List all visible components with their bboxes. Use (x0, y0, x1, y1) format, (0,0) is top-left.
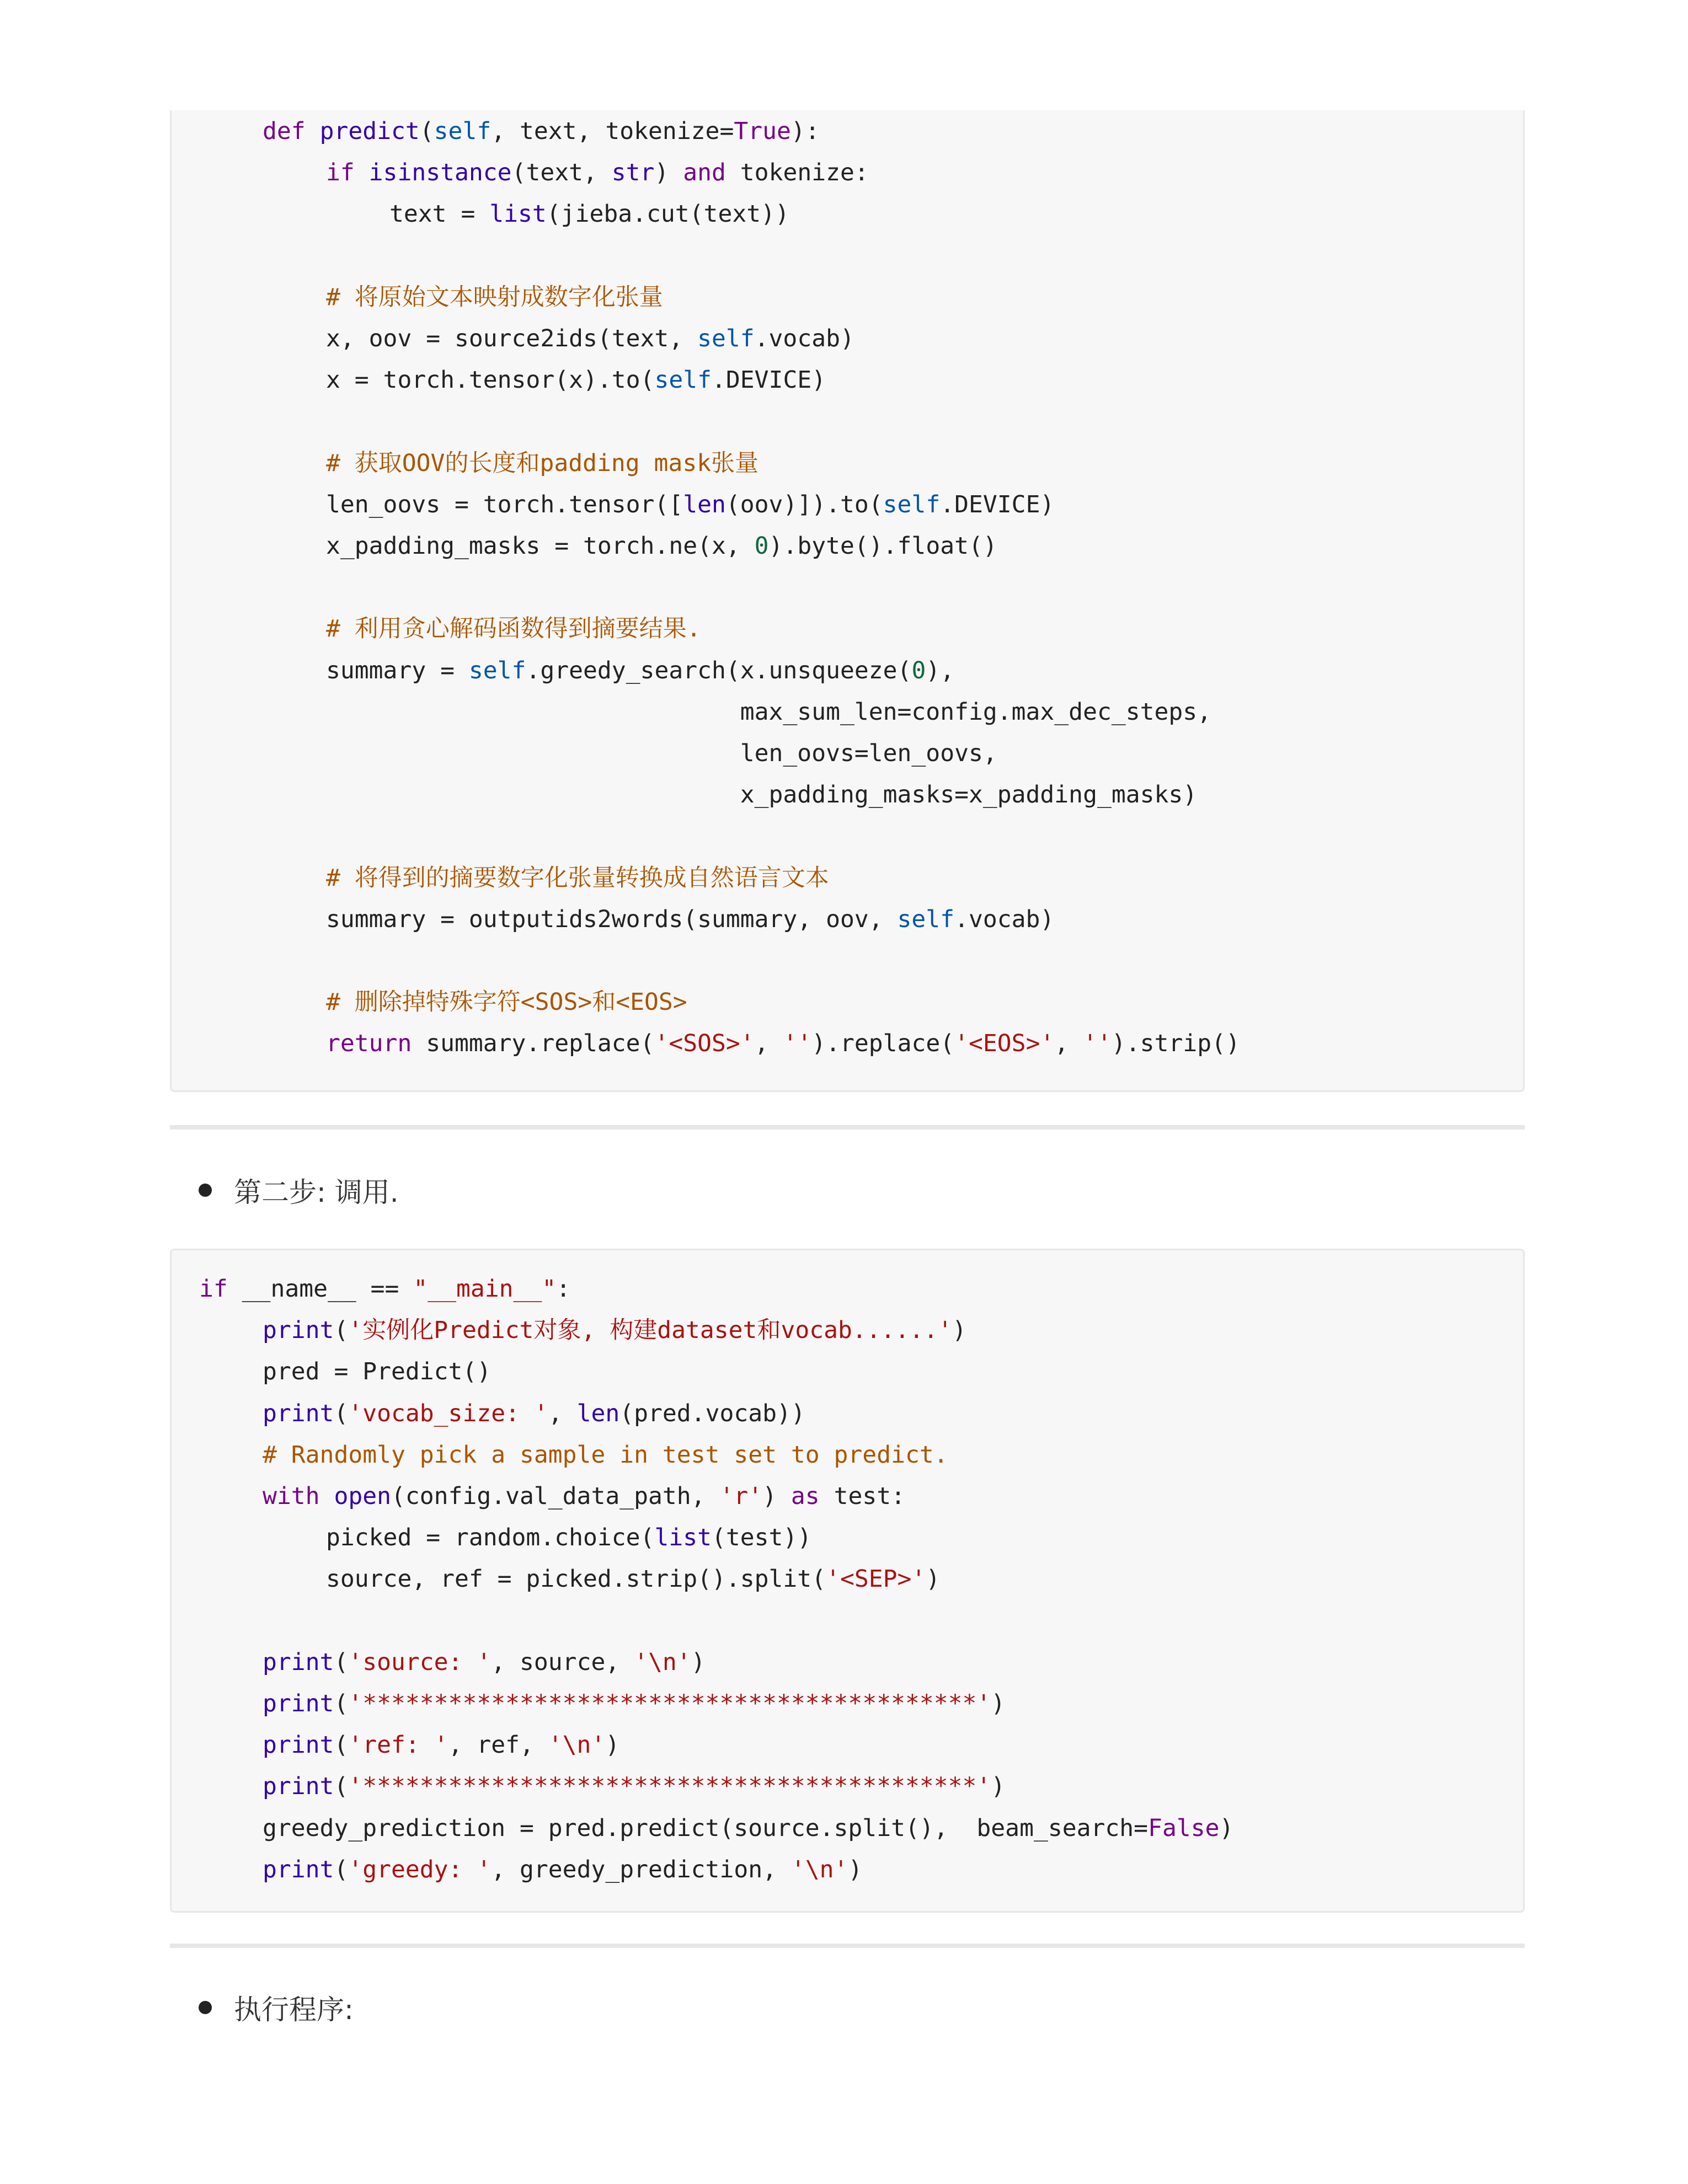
code-block-main-call (170, 1249, 1525, 1913)
code-token: return (326, 1030, 412, 1058)
code-token: .DEVICE) (712, 366, 826, 394)
code-token: , text, tokenize= (491, 117, 734, 145)
code-token: ) (991, 1773, 1006, 1801)
code-token (320, 1482, 334, 1510)
code-line (199, 488, 1054, 521)
code-token: ) (926, 1565, 941, 1593)
code-token: .DEVICE) (940, 490, 1055, 518)
code-token: 'greedy: ' (348, 1855, 492, 1883)
code-token: len_oovs = torch.tensor([ (326, 490, 683, 518)
code-token: summary.replace( (412, 1030, 655, 1058)
code-token: self (654, 366, 712, 394)
code-token: , (1054, 1030, 1083, 1058)
code-token: 'ref: ' (348, 1731, 448, 1759)
code-token: and (683, 159, 726, 187)
code-token: ( (334, 1773, 349, 1801)
code-token: print (263, 1690, 334, 1717)
code-token: ) (1219, 1814, 1234, 1842)
code-line (199, 778, 1197, 811)
code-line (199, 903, 1054, 936)
code-token: (text, (511, 159, 612, 187)
code-token: (pred.vocab)) (619, 1399, 805, 1427)
code-line (199, 1728, 619, 1762)
code-token: # 利用贪心解码函数得到摘要结果. (326, 615, 701, 643)
code-token: '' (783, 1030, 812, 1058)
code-token: open (334, 1482, 392, 1510)
code-token: list (654, 1524, 712, 1552)
code-token: ) (605, 1731, 620, 1759)
run-program-label: 执行程序: (234, 1994, 354, 2026)
code-token: '\n' (634, 1648, 691, 1676)
code-token: print (263, 1731, 334, 1759)
code-token: ( (334, 1690, 349, 1717)
code-token: ( (419, 117, 434, 145)
code-token: ).replace( (811, 1030, 955, 1058)
code-token: "__main__" (413, 1275, 557, 1303)
code-token: x = torch.tensor(x).to( (326, 366, 655, 394)
code-token: ) (991, 1690, 1006, 1717)
code-line (199, 1027, 1240, 1060)
code-token: 'source: ' (348, 1648, 492, 1676)
horizontal-rule (170, 1125, 1525, 1130)
code-line (199, 156, 869, 189)
code-token: def (263, 117, 306, 145)
code-token: pred = Predict() (263, 1358, 492, 1386)
code-token: self (883, 490, 941, 518)
code-token: '实例化Predict对象, 构建dataset和vocab......' (348, 1316, 953, 1345)
code-line (199, 1272, 570, 1305)
code-line (199, 1646, 706, 1679)
code-line (199, 322, 854, 355)
code-line (199, 1687, 1005, 1720)
code-token: 0 (911, 656, 926, 684)
code-token: 'r' (719, 1482, 763, 1510)
code-token: # 将原始文本映射成数字化张量 (326, 283, 663, 311)
code-token: # 删除掉特殊字符<SOS>和<EOS> (326, 988, 687, 1016)
code-token: .vocab) (954, 905, 1055, 933)
code-token: ) (952, 1316, 966, 1345)
code-token: print (263, 1399, 334, 1427)
code-token: if (326, 159, 355, 187)
code-line (199, 1397, 805, 1430)
code-token: self (697, 325, 755, 352)
code-token: self (897, 905, 955, 933)
code-token: (jieba.cut(text)) (546, 200, 789, 228)
code-token: source, ref = picked.strip().split( (326, 1565, 826, 1593)
code-line (199, 861, 829, 895)
code-token: ) (691, 1648, 706, 1676)
bullet-dot-icon (199, 2001, 212, 2014)
code-token: '' (1083, 1030, 1112, 1058)
code-token: '\n' (548, 1731, 606, 1759)
code-line (199, 1314, 966, 1347)
code-token: test: (819, 1482, 906, 1510)
bullet-run-program (199, 1985, 354, 2030)
code-token: # Randomly pick a sample in test set to predict. (263, 1441, 948, 1469)
code-line (199, 612, 701, 645)
code-line (199, 447, 758, 480)
code-token: len (683, 490, 726, 518)
code-token (355, 159, 369, 186)
code-token: '<SOS>' (654, 1030, 755, 1058)
step-two-label: 第二步: 调用. (234, 1176, 399, 1208)
code-token: ): (790, 117, 820, 145)
code-token: max_sum_len=config.max_dec_steps, (326, 698, 1212, 726)
code-line (199, 654, 954, 687)
code-token: '*******************************************' (348, 1773, 991, 1801)
code-token: ( (334, 1316, 349, 1345)
code-token: 0 (754, 532, 769, 560)
code-token: ( (334, 1731, 349, 1759)
code-line (199, 1812, 1233, 1845)
code-token: '*******************************************' (348, 1690, 991, 1717)
code-token: ( (334, 1855, 349, 1883)
code-token: x_padding_masks = torch.ne(x, (326, 532, 755, 560)
code-token: .greedy_search(x.unsqueeze( (526, 656, 912, 684)
code-token: greedy_prediction = pred.predict(source.split(), beam_search= (263, 1814, 1149, 1842)
code-token: # 获取OOV的长度和padding mask张量 (326, 449, 759, 477)
code-token: tokenize: (725, 159, 869, 187)
code-token: text = (389, 200, 490, 228)
horizontal-rule (170, 1944, 1525, 1948)
code-line (199, 1355, 491, 1388)
code-token: ) (654, 159, 683, 187)
code-token: str (611, 159, 655, 187)
code-token: .vocab) (754, 325, 854, 352)
code-line (199, 1562, 940, 1596)
code-token: summary = (326, 656, 469, 684)
code-token: , source, (491, 1648, 634, 1676)
code-line (199, 115, 820, 148)
code-token: self (468, 656, 526, 684)
code-line (199, 1438, 948, 1471)
code-token: if (199, 1275, 228, 1303)
code-token: ( (334, 1399, 349, 1427)
code-token: isinstance (368, 159, 512, 187)
code-line (199, 737, 997, 770)
code-token: '\n' (790, 1855, 848, 1883)
code-token: (oov)]).to( (725, 490, 883, 518)
code-token: # 将得到的摘要数字化张量转换成自然语言文本 (326, 864, 829, 892)
code-token: ).strip() (1111, 1030, 1240, 1058)
code-token: print (263, 1773, 334, 1801)
code-token: : (556, 1275, 571, 1303)
bullet-step-two (199, 1168, 399, 1212)
code-token: (config.val_data_path, (391, 1482, 720, 1510)
code-line (199, 529, 997, 563)
bullet-dot-icon (199, 1184, 212, 1197)
code-token: x_padding_masks=x_padding_masks) (326, 781, 1198, 809)
code-token (306, 117, 320, 145)
code-line (199, 695, 1211, 729)
code-token: ) (848, 1855, 863, 1883)
code-token: as (790, 1482, 820, 1510)
code-token: , greedy_prediction, (491, 1855, 791, 1883)
code-token: '<EOS>' (954, 1030, 1055, 1058)
code-token: ).byte().float() (768, 532, 997, 560)
code-token: , (754, 1030, 783, 1058)
code-token: summary = outputids2words(summary, oov, (326, 905, 898, 933)
code-line (199, 1480, 905, 1513)
code-token: , ref, (448, 1731, 548, 1759)
code-token: picked = random.choice( (326, 1524, 655, 1552)
code-token: False (1148, 1814, 1220, 1842)
code-token: 'vocab_size: ' (348, 1399, 548, 1427)
code-block-predict-method (170, 110, 1525, 1092)
code-line (199, 1853, 862, 1886)
code-token: ( (334, 1648, 349, 1676)
code-token: ), (926, 656, 955, 684)
code-token: print (263, 1855, 334, 1883)
code-token: len_oovs=len_oovs, (326, 740, 997, 767)
code-line (199, 1521, 811, 1554)
code-token: ) (762, 1482, 791, 1510)
code-token: True (734, 117, 791, 145)
code-token: with (263, 1482, 320, 1510)
code-token: print (263, 1648, 334, 1676)
code-line (199, 363, 826, 397)
code-line (199, 1770, 1005, 1803)
code-token: predict (319, 117, 420, 145)
code-token: self (434, 117, 492, 145)
code-token: print (263, 1316, 334, 1345)
code-token: x, oov = source2ids(text, (326, 325, 698, 352)
code-token: (test)) (712, 1524, 812, 1552)
code-token: len (576, 1399, 620, 1427)
code-line (199, 281, 663, 314)
code-line (199, 986, 687, 1019)
code-line (199, 197, 789, 231)
code-token: __name__ == (227, 1275, 414, 1303)
code-token: '<SEP>' (826, 1565, 926, 1593)
code-token: , (548, 1399, 577, 1427)
code-token: list (489, 200, 547, 228)
